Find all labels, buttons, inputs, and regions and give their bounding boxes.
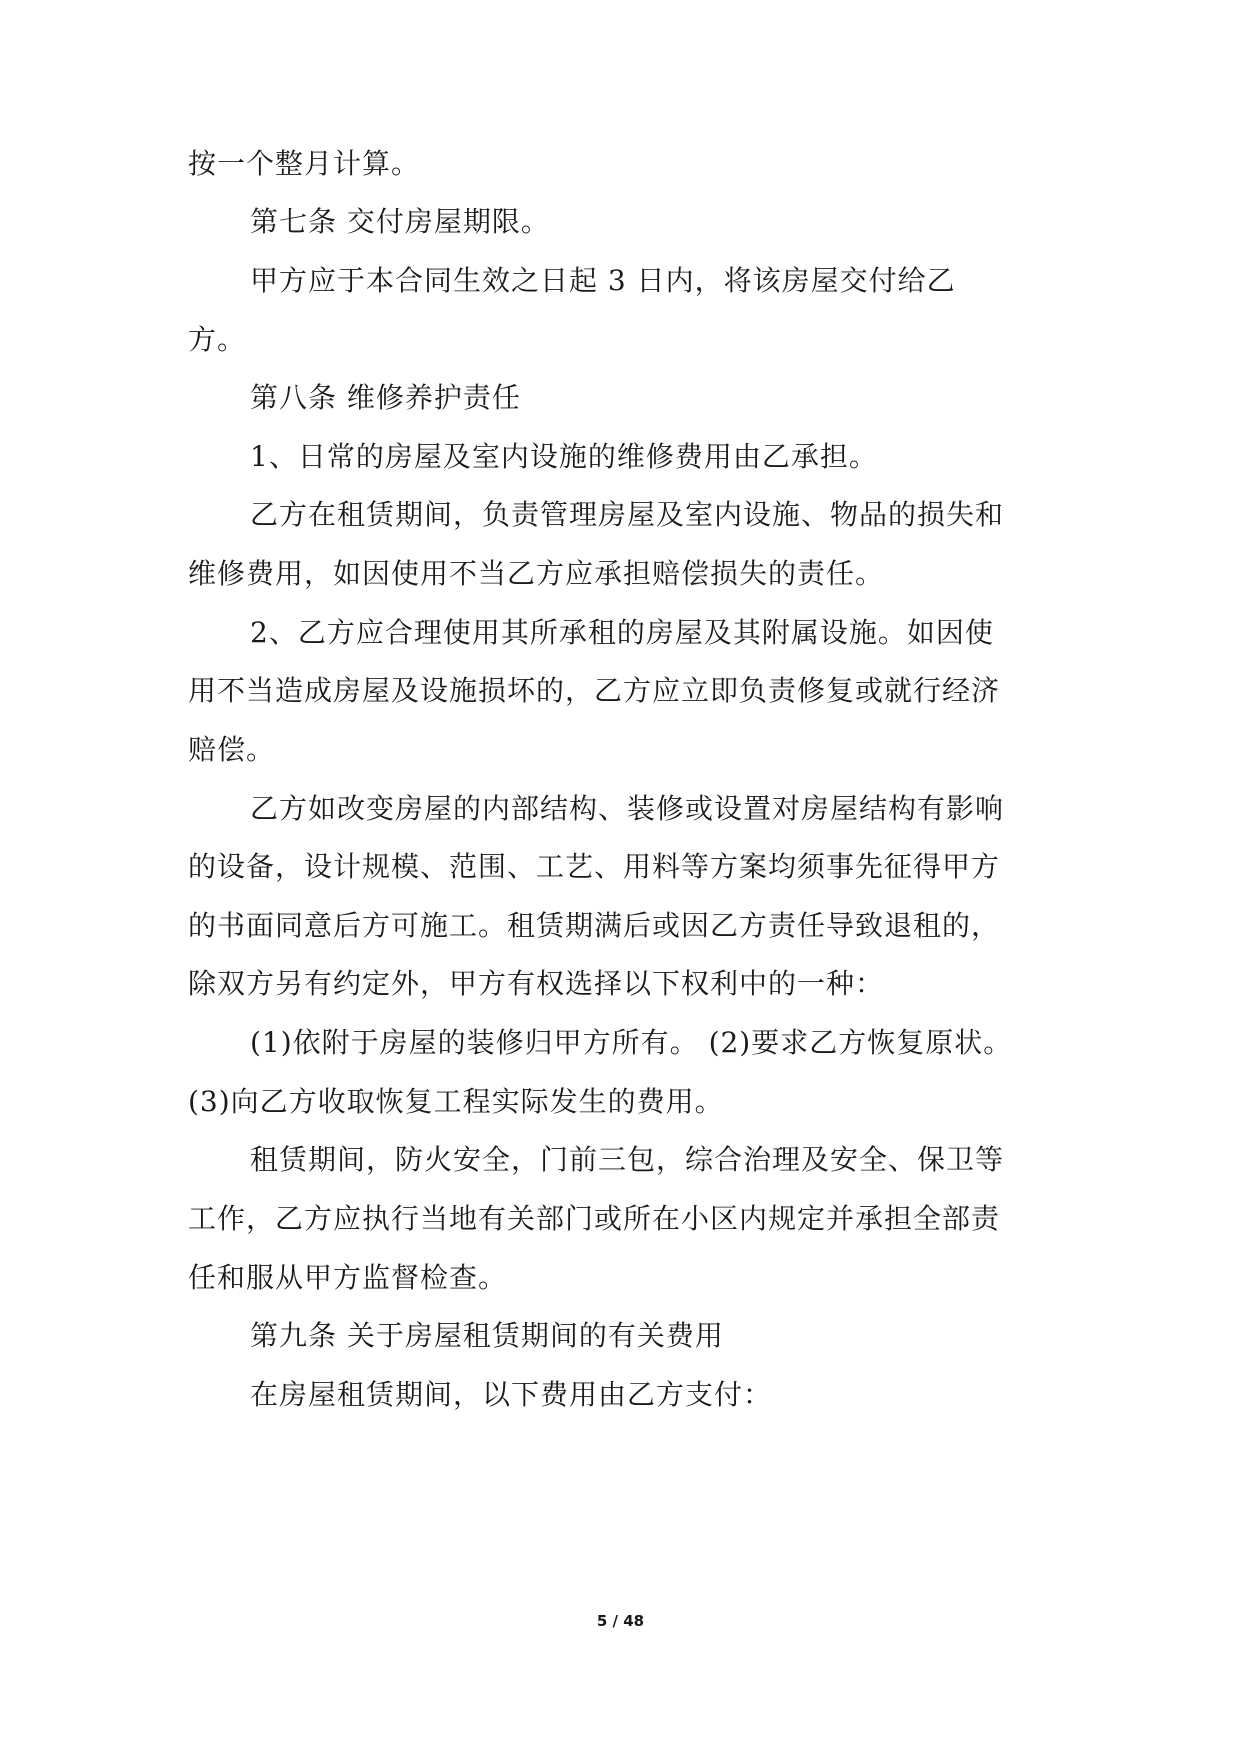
body-line: 乙方在租赁期间，负责管理房屋及室内设施、物品的损失和 [250, 498, 1005, 531]
body-line: 的书面同意后方可施工。租赁期满后或因乙方责任导致退租的， [188, 909, 1001, 942]
article-heading: 第八条 维修养护责任 [250, 381, 521, 414]
body-line: 按一个整月计算。 [188, 147, 421, 180]
article-heading: 第七条 交付房屋期限。 [250, 205, 550, 238]
body-line: 1、日常的房屋及室内设施的维修费用由乙承担。 [250, 440, 878, 473]
article-heading: 第九条 关于房屋租赁期间的有关费用 [250, 1319, 724, 1352]
body-line: 赔偿。 [188, 733, 276, 766]
body-line: 除双方另有约定外，甲方有权选择以下权利中的一种： [188, 967, 885, 1000]
body-line: 甲方应于本合同生效之日起 3 日内，将该房屋交付给乙 [250, 264, 956, 297]
body-line: 工作，乙方应执行当地有关部门或所在小区内规定并承担全部责 [188, 1202, 1001, 1235]
body-line: 方。 [188, 323, 247, 356]
body-line: 在房屋租赁期间，以下费用由乙方支付： [250, 1378, 773, 1411]
body-line: 的设备，设计规模、范围、工艺、用料等方案均须事先征得甲方 [188, 850, 1001, 883]
body-line: 任和服从甲方监督检查。 [188, 1261, 508, 1294]
body-line: 维修费用，如因使用不当乙方应承担赔偿损失的责任。 [188, 557, 885, 590]
body-line: 乙方如改变房屋的内部结构、装修或设置对房屋结构有影响 [250, 792, 1005, 825]
page-number: 5 / 48 [596, 1612, 645, 1630]
body-line: 租赁期间，防火安全，门前三包，综合治理及安全、保卫等 [250, 1143, 1005, 1176]
body-line: (1)依附于房屋的装修归甲方所有。 (2)要求乙方恢复原状。 [250, 1026, 1013, 1059]
body-line: (3)向乙方收取恢复工程实际发生的费用。 [188, 1085, 724, 1118]
body-line: 2、乙方应合理使用其所承租的房屋及其附属设施。如因使 [250, 616, 994, 649]
body-line: 用不当造成房屋及设施损坏的，乙方应立即负责修复或就行经济 [188, 674, 1001, 707]
